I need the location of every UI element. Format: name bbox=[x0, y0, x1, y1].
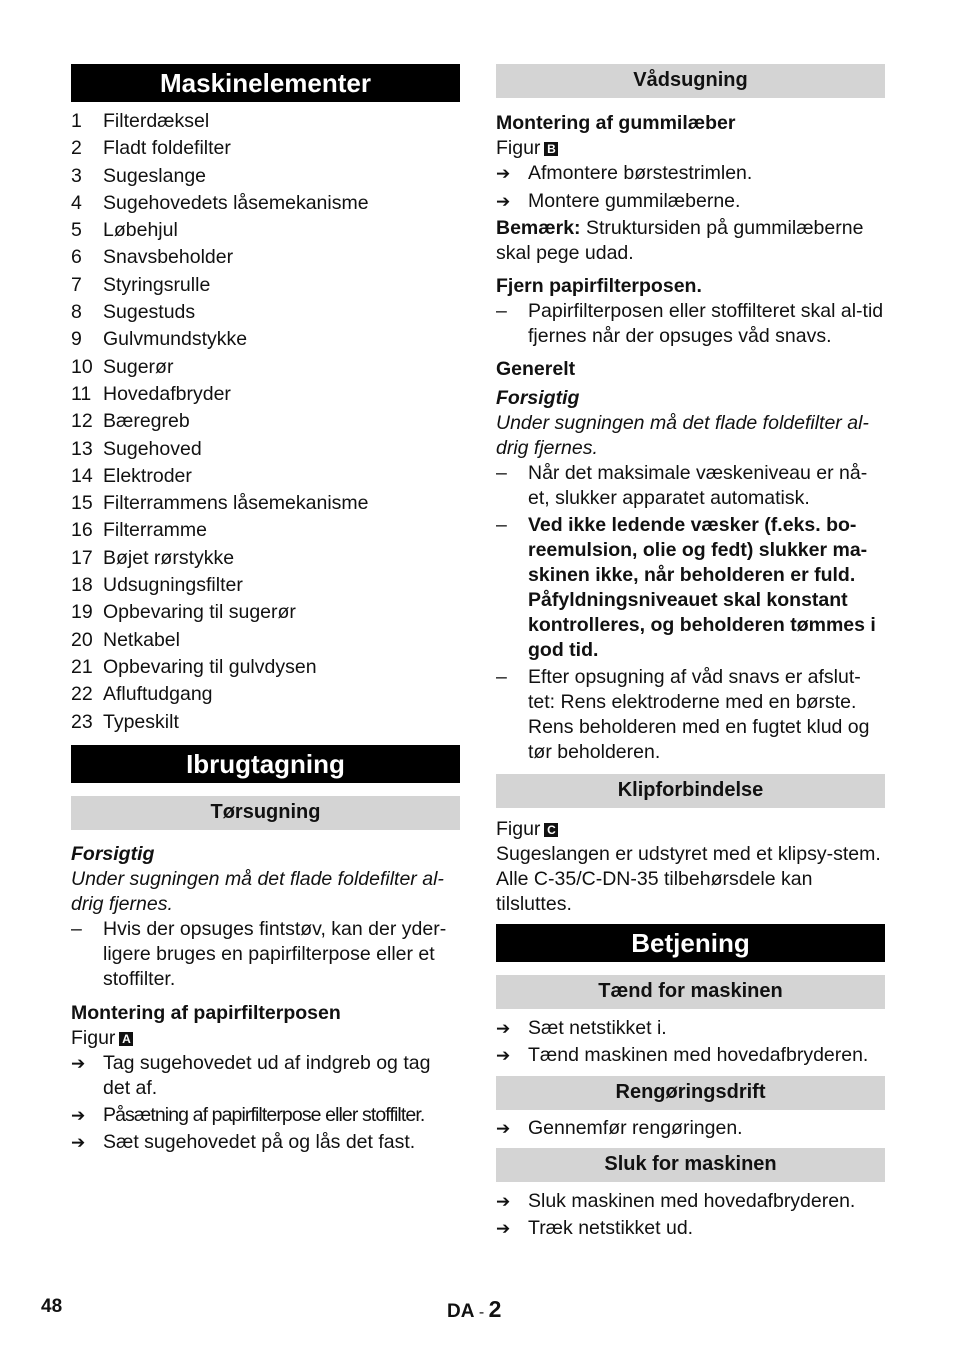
arrow-right-icon: ➔ bbox=[496, 1046, 511, 1065]
list-item: 23 Typeskilt bbox=[71, 710, 179, 733]
list-item: 18 Udsugningsfilter bbox=[71, 574, 243, 597]
page-number: 48 bbox=[41, 1296, 63, 1317]
arrow-right-icon: ➔ bbox=[496, 164, 511, 183]
note-label: Bemærk: bbox=[496, 217, 581, 239]
step-item: ➔ Træk netstikket ud. bbox=[496, 1217, 694, 1239]
list-item: 12 Bæregreb bbox=[71, 410, 190, 433]
figure-reference: Figur B bbox=[496, 136, 885, 161]
heading-betjening: Betjening bbox=[496, 924, 885, 962]
gummi-heading: Montering af gummilæber bbox=[496, 112, 736, 134]
list-item: – Ved ikke ledende væsker (f.eks. bo-reemulsion, olie og fedt) slukker ma-skinen ikke, når beholderen er fuld. Påfyldningsniveauet skal konstant kontrolleres, og beholderen tømmes i god tid. bbox=[496, 514, 876, 661]
list-item: 20 Netkabel bbox=[71, 628, 180, 651]
list-item: 15 Filterrammens låsemekanisme bbox=[71, 492, 369, 515]
list-item: 14 Elektroder bbox=[71, 464, 192, 487]
figure-reference: Figur A bbox=[71, 1026, 460, 1051]
heading-vadsugning: Vådsugning bbox=[496, 64, 885, 98]
parts-list bbox=[71, 109, 460, 737]
heading-ibrugtagning: Ibrugtagning bbox=[71, 745, 460, 783]
heading-maskinelementer: Maskinelementer bbox=[71, 64, 460, 102]
list-item: 19 Opbevaring til sugerør bbox=[71, 601, 296, 624]
list-item: 5 Løbehjul bbox=[71, 219, 178, 242]
klip-text: Sugeslangen er udstyret med et klipsy-stem. Alle C-35/C-DN-35 tilbehørsdele kan tilsluttes. bbox=[496, 843, 881, 915]
list-item: – Efter opsugning af våd snavs er afslut-tet: Rens elektroderne med en børste. Rens beholderen med en fugtet klud og tør beholderen. bbox=[496, 666, 870, 763]
figure-a-badge: A bbox=[119, 1032, 133, 1046]
list-item: 11 Hovedafbryder bbox=[71, 382, 231, 405]
heading-torsugning: Tørsugning bbox=[71, 796, 460, 830]
arrow-right-icon: ➔ bbox=[496, 1019, 511, 1038]
step-item: ➔ Tænd maskinen med hovedafbryderen. bbox=[496, 1044, 869, 1066]
note-paragraph: Bemærk: Struktursiden på gummilæberne skal pege udad. bbox=[496, 217, 864, 264]
dash-bullet: – bbox=[71, 917, 82, 940]
list-item: 1 Filterdæksel bbox=[71, 110, 210, 132]
right-column bbox=[496, 64, 885, 1241]
arrow-right-icon: ➔ bbox=[496, 1119, 511, 1138]
list-item: 4 Sugehovedets låsemekanisme bbox=[71, 191, 369, 214]
dash-bullet: – bbox=[496, 462, 507, 484]
figure-b-badge: B bbox=[544, 142, 558, 156]
list-item: 3 Sugeslange bbox=[71, 164, 207, 187]
list-item: – Når det maksimale væskeniveau er nå-et, slukker apparatet automatisk. bbox=[496, 462, 868, 509]
dash-bullet: – bbox=[496, 666, 507, 688]
list-item: 17 Bøjet rørstykke bbox=[71, 546, 235, 569]
list-item: 9 Gulvmundstykke bbox=[71, 328, 248, 351]
arrow-right-icon: ➔ bbox=[71, 1053, 86, 1073]
step-item: ➔ Sluk maskinen med hovedafbryderen. bbox=[496, 1190, 856, 1212]
step-item: ➔ Gennemfør rengøringen. bbox=[496, 1117, 743, 1139]
step-item: ➔ Afmontere børstestrimlen. bbox=[496, 162, 753, 184]
heading-taend: Tænd for maskinen bbox=[496, 975, 885, 1009]
list-item: 22 Afluftudgang bbox=[71, 683, 213, 706]
fjern-heading: Fjern papirfilterposen. bbox=[496, 275, 702, 297]
list-item: 2 Fladt foldefilter bbox=[71, 137, 231, 160]
step-item: ➔ Sæt sugehovedet på og lås det fast. bbox=[71, 1130, 416, 1153]
list-item: 13 Sugehoved bbox=[71, 437, 202, 460]
dash-bullet: – bbox=[496, 514, 507, 536]
arrow-right-icon: ➔ bbox=[71, 1132, 86, 1152]
montering-heading: Montering af papirfilterposen bbox=[71, 1001, 341, 1024]
step-item: ➔ Påsætning af papirfilterpose eller stoffilter. bbox=[71, 1103, 425, 1126]
caution-label: Forsigtig bbox=[496, 387, 580, 409]
generelt-heading: Generelt bbox=[496, 358, 576, 380]
dash-bullet: – bbox=[496, 300, 507, 322]
step-item: ➔ Tag sugehovedet ud af indgreb og tag det af. bbox=[71, 1051, 431, 1099]
section-page-marker: DA - 2 bbox=[447, 1296, 502, 1322]
arrow-right-icon: ➔ bbox=[496, 1219, 511, 1238]
left-column bbox=[71, 64, 460, 1155]
arrow-right-icon: ➔ bbox=[496, 192, 511, 211]
list-item: 10 Sugerør bbox=[71, 355, 174, 378]
heading-sluk: Sluk for maskinen bbox=[496, 1148, 885, 1182]
arrow-right-icon: ➔ bbox=[496, 1192, 511, 1211]
heading-rengoring: Rengøringsdrift bbox=[496, 1076, 885, 1110]
list-item: 6 Snavsbeholder bbox=[71, 246, 234, 269]
list-item: – Hvis der opsuges fintstøv, kan der yder-ligere bruges en papirfilterpose eller et stoffilter. bbox=[71, 917, 447, 990]
step-item: ➔ Montere gummilæberne. bbox=[496, 190, 741, 212]
caution-text: Under sugningen må det flade foldefilter al-drig fjernes. bbox=[496, 412, 869, 459]
caution-label: Forsigtig bbox=[71, 842, 155, 865]
list-item: 8 Sugestuds bbox=[71, 301, 196, 324]
figure-reference: Figur C bbox=[496, 817, 885, 842]
arrow-right-icon: ➔ bbox=[71, 1105, 86, 1125]
list-item: 16 Filterramme bbox=[71, 519, 208, 542]
heading-klipforbindelse: Klipforbindelse bbox=[496, 774, 885, 808]
figure-c-badge: C bbox=[544, 823, 558, 837]
list-item: 7 Styringsrulle bbox=[71, 273, 211, 296]
list-item: – Papirfilterposen eller stoffilteret skal al-tid fjernes når der opsuges våd snavs. bbox=[496, 300, 884, 347]
step-item: ➔ Sæt netstikket i. bbox=[496, 1017, 667, 1039]
caution-text: Under sugningen må det flade foldefilter al-drig fjernes. bbox=[71, 867, 444, 915]
list-item: 21 Opbevaring til gulvdysen bbox=[71, 655, 317, 678]
